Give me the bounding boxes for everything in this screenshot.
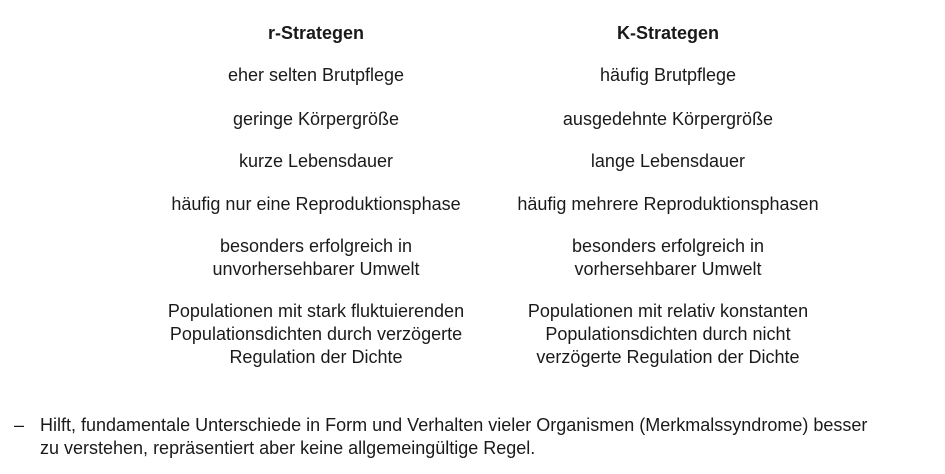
r-trait-brood-care [146,64,486,87]
k-trait-environment [498,235,838,281]
k-trait-body-size [498,108,838,131]
k-trait-reproduction [498,193,838,216]
k-trait-line: ausgedehnte Körpergröße [562,109,774,129]
k-trait-brood-care [498,64,838,87]
footnote-text [40,414,934,460]
r-trait-line: kurze Lebensdauer [238,151,394,171]
r-trait-line: besonders erfolgreich in [219,236,413,256]
k-trait-line: Populationsdichten durch nicht [545,324,791,344]
r-trait-line: unvorhersehbarer Umwelt [212,259,420,279]
r-trait-line: Regulation der Dichte [229,347,403,367]
k-trait-line: besonders erfolgreich in [571,236,765,256]
r-trait-line: Populationsdichten durch verzögerte [169,324,463,344]
k-trait-line: häufig mehrere Reproduktionsphasen [517,194,819,214]
r-trait-line: eher selten Brutpflege [227,65,405,85]
r-trait-environment [146,235,486,281]
k-trait-line: vorhersehbarer Umwelt [574,259,762,279]
k-strategists-heading: K-Strategen [616,23,719,43]
k-trait-line: häufig Brutpflege [599,65,737,85]
dash-bullet: – [14,415,25,435]
footnote-line: zu verstehen, repräsentiert aber keine allgemeingültige Regel. [40,438,536,458]
r-trait-body-size [146,108,486,131]
r-trait-lifespan [146,150,486,173]
k-trait-lifespan [498,150,838,173]
footnote-line: Hilft, fundamentale Unterschiede in Form und Verhalten vieler Organismen (Merkmalssyndrome) besser [40,415,868,435]
r-trait-reproduction [146,193,486,216]
k-trait-line: lange Lebensdauer [590,151,746,171]
r-trait-line: geringe Körpergröße [232,109,400,129]
footnote [14,414,934,460]
k-trait-line: Populationen mit relativ konstanten [527,301,809,321]
r-trait-line: häufig nur eine Reproduktionsphase [171,194,461,214]
k-trait-population [498,300,838,369]
r-trait-population [146,300,486,369]
k-trait-line: verzögerte Regulation der Dichte [536,347,800,367]
r-trait-line: Populationen mit stark fluktuierenden [167,301,465,321]
r-strategists-heading: r-Strategen [267,23,365,43]
